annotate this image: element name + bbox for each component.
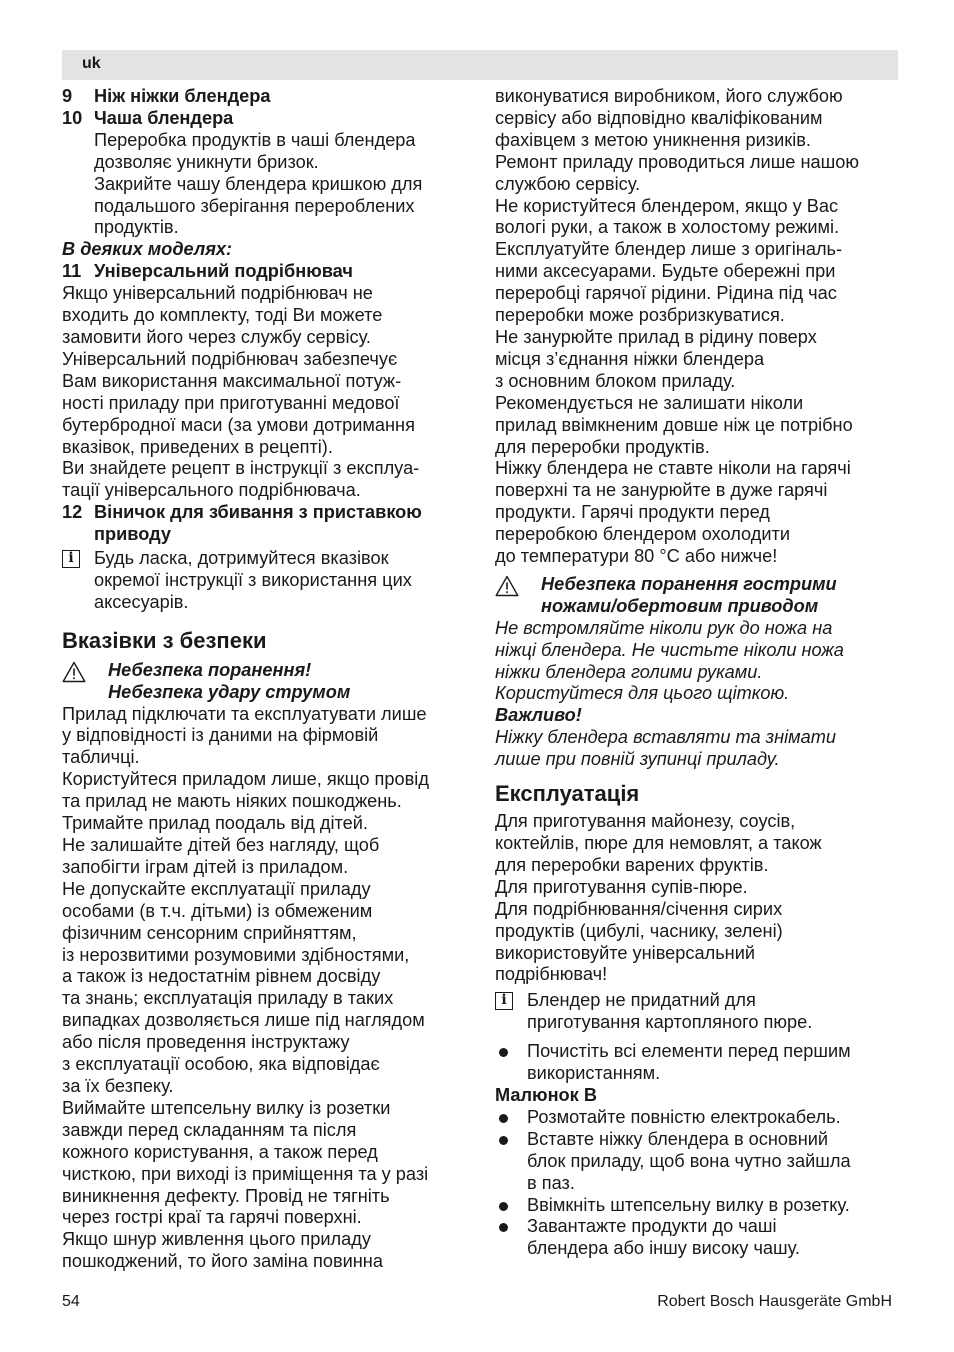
left-column: [62, 86, 470, 1273]
important-text: Ніжку блендера вставляти та знімати лише при повній зупинці приладу.: [495, 727, 836, 770]
page-number: 54: [62, 1293, 80, 1310]
warning-sharp-blades: Небезпека поранення гострими ножами/обертовим приводом: [495, 574, 903, 618]
bullet-dot: [499, 1223, 508, 1232]
right-column: [495, 86, 903, 1260]
company-name: Robert Bosch Hausgeräte GmbH: [657, 1293, 892, 1310]
safety-heading: Вказівки з безпеки: [62, 627, 267, 653]
item-11: 11 Універсальний подрібнювач: [62, 261, 353, 282]
warning-injury-shock: Небезпека поранення! Небезпека удару струмом: [62, 660, 470, 704]
language-code: uk: [82, 55, 101, 72]
info-note-mashed-potato: i Блендер не придатний для приготування картопляного пюре.: [495, 990, 903, 1034]
item-10: 10 Чаша блендера: [62, 107, 234, 128]
usage-heading: Експлуатація: [495, 781, 640, 807]
item-10-text: Переробка продуктів в чаші блендера дозволяє уникнути бризок. Закрийте чашу блендера кришкою для подальшого зберігання перероблених продуктів.: [94, 129, 423, 238]
info-icon: i: [62, 550, 80, 568]
important-label: Важливо!: [495, 705, 582, 726]
warning-triangle-icon: [495, 575, 519, 597]
info-note-accessories: i Будь ласка, дотримуйтеся вказівок окремої інструкції з використання цих аксесуарів.: [62, 548, 470, 614]
safety-text: Прилад підключати та експлуатувати лише у відповідності із даними на фірмовій табличці. Користуйтеся приладом лише, якщо провід та прилад не мають ніяких пошкоджень. Тримайте прилад поодаль від дітей. Не залишайте дітей без нагляду, щоб запобігти іграм дітей із приладом. Не допускайте експлуатації приладу особами (в т.ч. дітьми) із обмеженим фізичним сенсорним сприйняттям, із нерозвитими розумовими здібностями, а також із недостатнім рівнем досвіду та знань; експлуатація приладу в таких випадках дозволяється лише під наглядом або після проведення інструктажу з експлуатації особою, яка відповідає за їх безпеку. Виймайте штепсельну вилку із розетки завжди перед складанням та після кожного користування, а також перед чисткою, при виході із приміщення та у разі виникнення дефекту. Провід не тягніть через гострі краї та гарячі поверхні. Якщо шнур живлення цього приладу пошкоджений, то його заміна повинна: [62, 703, 429, 1272]
warning-triangle-icon: [62, 661, 86, 683]
bullet-dot: [499, 1136, 508, 1145]
bullet-clean-parts: Почистіть всі елементи перед першим використанням.: [495, 1041, 903, 1085]
item-11-text: Якщо універсальний подрібнювач не входить до комплекту, тоді Ви можете замовити його через службу сервісу. Універсальний подрібнювач забезпечує Вам використання максимальної потуж- ності приладу при приготуванні медової бутербродної маси (за умови дотримання вказівок, приведених в рецепті). Ви знайдете рецепт в інструкції з експлуа- тації універсального подрібнювача.: [62, 283, 420, 501]
models-note: В деяких моделях:: [62, 239, 233, 260]
warning-sharp-blades-text: Не встромляйте ніколи рук до ножа на ніжці блендера. Не чистьте ніколи ножа ніжки блендера голими руками. Користуйтеся для цього щіткою.: [495, 617, 844, 704]
item-9: 9 Ніж ніжки блендера: [62, 86, 271, 106]
bullet-dot: [499, 1202, 508, 1211]
bullet-dot: [499, 1114, 508, 1123]
step-1: Розмотайте повністю електрокабель.: [495, 1107, 903, 1129]
step-2: Вставте ніжку блендера в основний блок приладу, щоб вона чутно зайшла в паз.: [495, 1129, 903, 1195]
safety-text-continued: виконуватися виробником, його службою сервісу або відповідно кваліфікованим фахівцем з метою уникнення ризиків. Ремонт приладу проводиться лише нашою службою сервісу. Не користуйтеся блендером, якщо у Вас вологі руки, а також в холостому режимі. Експлуатуйте блендер лише з оригіналь- ними аксесуарами. Будьте обережні при переробці гарячої рідини. Рідина під час переробки може розбризкуватися. Не занурюйте прилад в рідину поверх місця з’єднання ніжки блендера з основним блоком приладу. Рекомендується не залишати ніколи прилад ввімкненим довше ніж це потрібно для переробки продуктів. Ніжку блендера не ставте ніколи на гарячі поверхні та не занурюйте в дуже гарячі продукти. Гарячі продукти перед переробкою блендером охолодити до температури 80 °C або нижче!: [495, 86, 859, 567]
bullet-dot: [499, 1048, 508, 1057]
usage-text: Для приготування майонезу, соусів, коктейлів, пюре для немовлят, а також для переробки варених фруктів. Для приготування супів-пюре. Для подрібнювання/січення сирих продуктів (цибулі, часнику, зелені) використовуйте універсальний подрібнювач!: [495, 811, 822, 985]
step-4: Завантажте продукти до чаші блендера або іншу високу чашу.: [495, 1216, 903, 1260]
step-3: Ввімкніть штепсельну вилку в розетку.: [495, 1195, 903, 1217]
info-icon: i: [495, 992, 513, 1010]
item-12: 12 Віничок для збивання з приставкою приводу: [62, 502, 422, 545]
header-bar: [62, 50, 898, 80]
figure-label: Малюнок B: [495, 1084, 597, 1105]
